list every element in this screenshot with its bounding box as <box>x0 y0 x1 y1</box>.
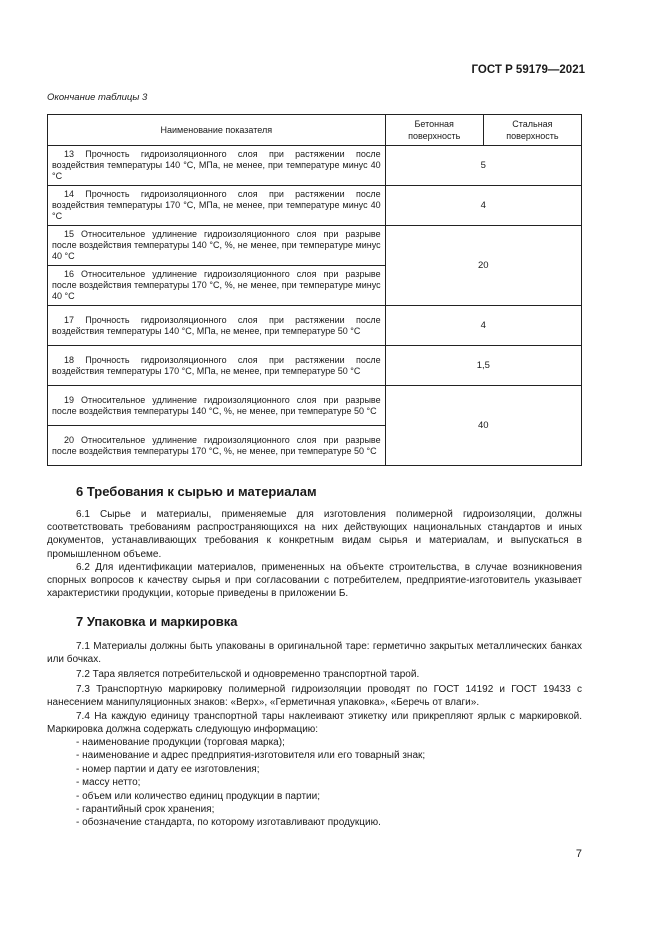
paragraph-7-1: 7.1 Материалы должны быть упакованы в оригинальной таре: герметично закрытых металлических банках или бочках. <box>47 641 582 666</box>
table-row <box>48 226 582 266</box>
list-item: - гарантийный срок хранения; <box>76 803 425 816</box>
value-cell: 4 <box>385 306 581 346</box>
col-header-name: Наименование показателя <box>48 115 386 146</box>
value-cell: 4 <box>385 186 581 226</box>
page-number: 7 <box>575 848 582 860</box>
paragraph-6-2: 6.2 Для идентификации материалов, примененных на объекте строительства, в случае возникновения спорных вопросов к качеству сырья и при согласовании с потребителем, предприятие-изготовитель указывает характеристики продукции, которые приведены в приложении Б. <box>47 562 582 600</box>
marking-list <box>76 736 425 830</box>
table-row <box>48 386 582 426</box>
paragraph-6-1: 6.1 Сырье и материалы, применяемые для изготовления полимерной гидроизоляции, должны соответствовать требованиям распространяющихся на них действующих национальных стандартов и иных документов, устанавливающих требования к конкретным видам сырья и материалам, и выпускаться в промышленном объеме. <box>47 509 582 560</box>
indicator-cell: 16 Относительное удлинение гидроизоляционного слоя при разрыве после воздействия температуры 170 °С, %, не менее, при температуре минус 40 °С <box>48 266 386 306</box>
col-header-concrete: Бетонная поверхность <box>385 115 483 146</box>
table-caption: Окончание таблицы 3 <box>47 92 148 103</box>
value-cell: 20 <box>385 226 581 306</box>
table-row <box>48 346 582 386</box>
paragraph-7-3: 7.3 Транспортную маркировку полимерной гидроизоляции проводят по ГОСТ 14192 и ГОСТ 19433 с нанесением манипуляционных знаков: «Верх», «Герметичная упаковка», «Беречь от влаги». <box>47 684 582 709</box>
list-item: - наименование продукции (торговая марка); <box>76 736 425 749</box>
paragraph-7-4: 7.4 На каждую единицу транспортной тары наклеивают этикетку или прикрепляют ярлык с маркировкой. Маркировка должна содержать следующую информацию: <box>47 711 582 736</box>
list-item: - наименование и адрес предприятия-изготовителя или его товарный знак; <box>76 749 425 762</box>
list-item: - объем или количество единиц продукции в партии; <box>76 790 425 803</box>
table-header-row <box>48 115 582 146</box>
indicator-cell: 17 Прочность гидроизоляционного слоя при растяжении после воздействия температуры 140 °С, МПа, не менее, при температуре 50 °С <box>48 306 386 346</box>
section-6-heading: 6 Требования к сырью и материалам <box>76 484 317 499</box>
indicator-cell: 20 Относительное удлинение гидроизоляционного слоя при разрыве после воздействия температуры 170 °С, %, не менее, при температуре 50 °С <box>48 426 386 466</box>
table-row <box>48 186 582 226</box>
list-item: - обозначение стандарта, по которому изготавливают продукцию. <box>76 816 425 829</box>
indicator-cell: 15 Относительное удлинение гидроизоляционного слоя при разрыве после воздействия температуры 140 °С, %, не менее, при температуре минус 40 °С <box>48 226 386 266</box>
section-7-heading: 7 Упаковка и маркировка <box>76 614 238 629</box>
indicator-cell: 18 Прочность гидроизоляционного слоя при растяжении после воздействия температуры 170 °С, МПа, не менее, при температуре 50 °С <box>48 346 386 386</box>
value-cell: 5 <box>385 146 581 186</box>
list-item: - номер партии и дату ее изготовления; <box>76 763 425 776</box>
indicator-cell: 13 Прочность гидроизоляционного слоя при растяжении после воздействия температуры 140 °С, МПа, не менее, при температуре минус 40 °С <box>48 146 386 186</box>
value-cell: 40 <box>385 386 581 466</box>
paragraph-7-2: 7.2 Тара является потребительской и одновременно транспортной тарой. <box>76 669 420 680</box>
col-header-steel: Стальная поверхность <box>483 115 581 146</box>
spec-table <box>47 114 582 466</box>
table-row <box>48 306 582 346</box>
table-row <box>48 146 582 186</box>
standard-id: ГОСТ Р 59179—2021 <box>471 64 585 76</box>
value-cell: 1,5 <box>385 346 581 386</box>
list-item: - массу нетто; <box>76 776 425 789</box>
indicator-cell: 14 Прочность гидроизоляционного слоя при растяжении после воздействия температуры 170 °С, МПа, не менее, при температуре минус 40 °С <box>48 186 386 226</box>
indicator-cell: 19 Относительное удлинение гидроизоляционного слоя при разрыве после воздействия температуры 140 °С, %, не менее, при температуре 50 °С <box>48 386 386 426</box>
